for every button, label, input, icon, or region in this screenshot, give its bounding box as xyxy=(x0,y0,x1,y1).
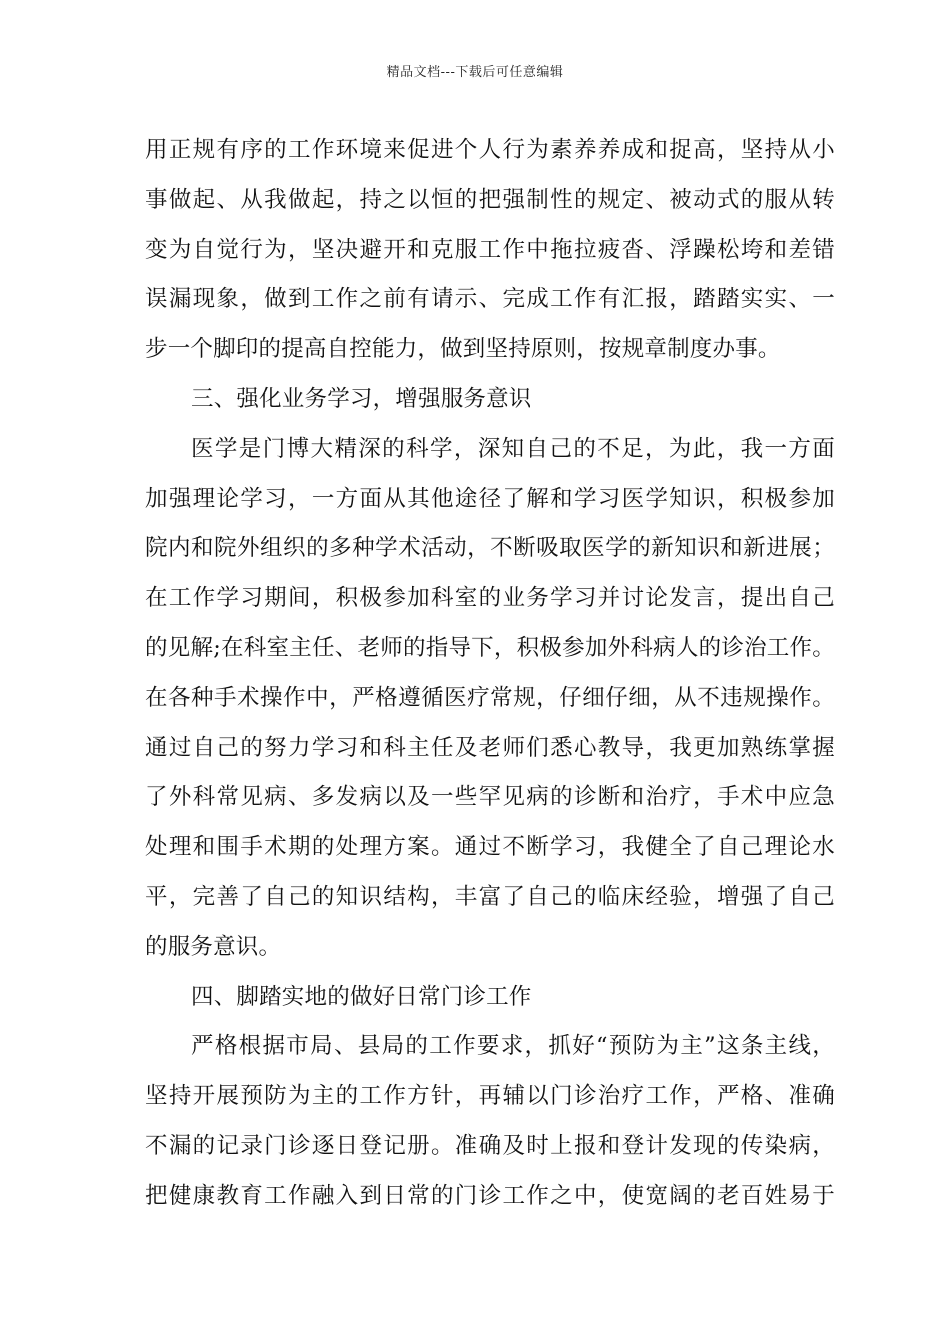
text-line: 的服务意识。 xyxy=(145,933,282,960)
text-line: 误漏现象，做到工作之前有请示、完成工作有汇报，踏踏实实、一 xyxy=(145,286,835,313)
page-header: 精品文档---下载后可任意编辑 xyxy=(386,65,564,80)
text-line: 严格根据市局、县局的工作要求，抓好“预防为主”这条主线， xyxy=(191,1033,835,1060)
document-body xyxy=(145,126,835,1222)
text-line: 院内和院外组织的多种学术活动，不断吸取医学的新知识和新进展； xyxy=(145,535,835,562)
text-line: 通过自己的努力学习和科主任及老师们悉心教导，我更加熟练掌握 xyxy=(145,734,835,761)
text-line: 把健康教育工作融入到日常的门诊工作之中，使宽阔的老百姓易于 xyxy=(145,1182,835,1209)
text-line: 的见解;在科室主任、老师的指导下，积极参加外科病人的诊治工作。 xyxy=(145,634,835,661)
text-line: 三、强化业务学习，增强服务意识 xyxy=(191,385,532,412)
text-line: 事做起、从我做起，持之以恒的把强制性的规定、被动式的服从转 xyxy=(145,186,835,213)
text-line: 四、脚踏实地的做好日常门诊工作 xyxy=(191,983,532,1010)
text-line: 加强理论学习，一方面从其他途径了解和学习医学知识，积极参加 xyxy=(145,485,835,512)
text-line: 在工作学习期间，积极参加科室的业务学习并讨论发言，提出自己 xyxy=(145,585,835,612)
text-line: 不漏的记录门诊逐日登记册。准确及时上报和登计发现的传染病， xyxy=(145,1132,835,1159)
text-line: 了外科常见病、多发病以及一些罕见病的诊断和治疗，手术中应急 xyxy=(145,784,835,811)
text-line: 坚持开展预防为主的工作方针，再辅以门诊治疗工作，严格、准确 xyxy=(145,1083,835,1110)
text-line: 医学是门博大精深的科学，深知自己的不足，为此，我一方面 xyxy=(191,435,835,462)
text-line: 在各种手术操作中，严格遵循医疗常规，仔细仔细，从不违规操作。 xyxy=(145,684,835,711)
text-line: 变为自觉行为，坚决避开和克服工作中拖拉疲沓、浮躁松垮和差错 xyxy=(145,236,835,263)
text-line: 处理和围手术期的处理方案。通过不断学习，我健全了自己理论水 xyxy=(145,834,835,861)
text-line: 步一个脚印的提高自控能力，做到坚持原则，按规章制度办事。 xyxy=(145,336,781,363)
text-line: 平，完善了自己的知识结构，丰富了自己的临床经验，增强了自己 xyxy=(145,883,835,910)
text-line: 用正规有序的工作环境来促进个人行为素养养成和捉高，坚持从小 xyxy=(145,137,835,163)
